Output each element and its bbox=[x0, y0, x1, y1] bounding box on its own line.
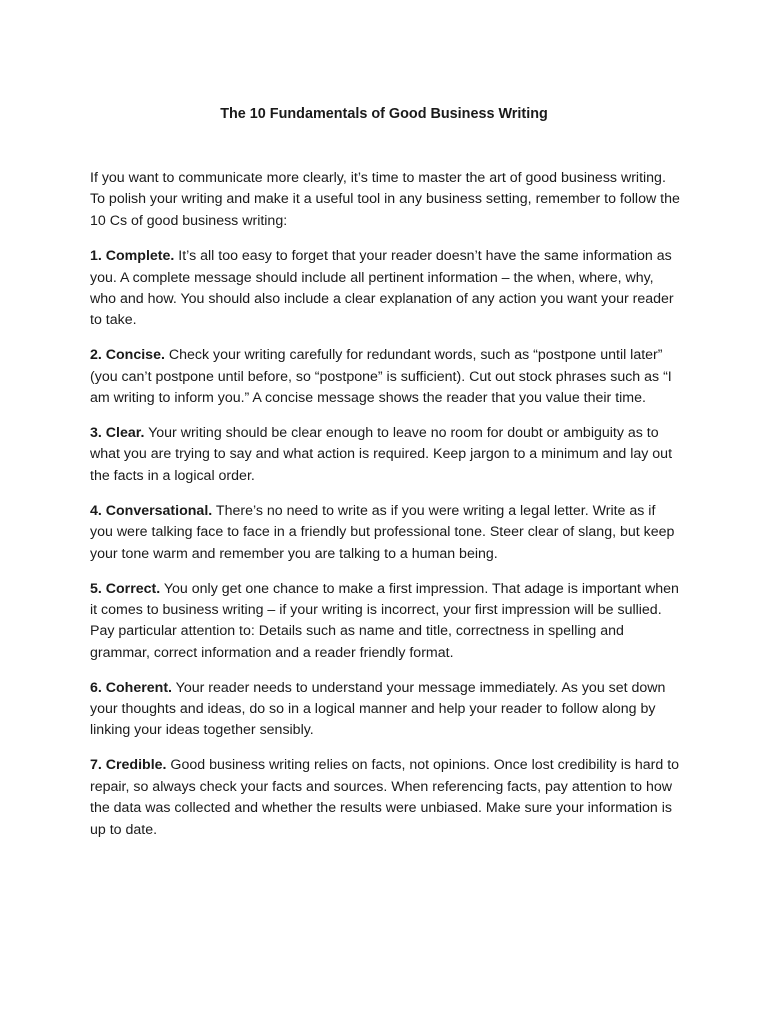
item-term: 6. Coherent. bbox=[90, 679, 172, 696]
item-text: Check your writing carefully for redundant words, such as “postpone until later” (you can’t postpone until before, so “postpone” is sufficient). Cut out stock phrases such as “I am writing to inform you.” A concise message shows the reader that you value their time. bbox=[90, 347, 672, 407]
item-clear bbox=[90, 423, 682, 487]
item-text: Your writing should be clear enough to leave no room for doubt or ambiguity as to what you are trying to say and what action is required. Keep jargon to a minimum and lay out the facts in a logical order. bbox=[90, 425, 673, 484]
item-text: Good business writing relies on facts, not opinions. Once lost credibility is hard to repair, so always check your facts and sources. When referencing facts, pay attention to how the data was collected and whether the results were unbiased. Make sure your information is up to date. bbox=[90, 757, 680, 838]
item-text: There’s no need to write as if you were writing a legal letter. Write as if you were talking face to face in a friendly but professional tone. Steer clear of slang, but keep your tone warm and remember you are talking to a human being. bbox=[90, 502, 675, 562]
item-conversational bbox=[90, 501, 682, 565]
item-text: You only get one chance to make a first impression. That adage is important when it comes to business writing – if your writing is incorrect, your first impression will be sullied. Pay particular attention to: Details such as name and title, correctness in spelling and grammar, correct information and a reader friendly format. bbox=[90, 580, 679, 661]
document-body bbox=[90, 168, 682, 854]
item-term: 4. Conversational. bbox=[90, 502, 213, 519]
item-concise bbox=[90, 345, 682, 409]
item-text: Your reader needs to understand your message immediately. As you set down your thoughts and ideas, do so in a logical manner and help your reader to follow along by linking your ideas together sensibly. bbox=[90, 679, 666, 739]
item-term: 1. Complete. bbox=[90, 248, 175, 265]
intro-paragraph: If you want to communicate more clearly, it’s time to master the art of good business writing. To polish your writing and make it a useful tool in any business setting, remember to follow the 10 Cs of good business writing: bbox=[90, 170, 680, 229]
item-term: 7. Credible. bbox=[90, 757, 167, 774]
item-credible bbox=[90, 755, 682, 841]
document-title: The 10 Fundamentals of Good Business Writing bbox=[220, 106, 548, 122]
item-correct bbox=[90, 579, 682, 665]
item-term: 2. Concise. bbox=[90, 347, 165, 364]
item-term: 3. Clear. bbox=[90, 425, 145, 442]
item-text: It’s all too easy to forget that your reader doesn’t have the same information as you. A complete message should include all pertinent information – the when, where, why, who and how. You should also include a clear explanation of any action you want your reader to take. bbox=[90, 248, 674, 329]
item-term: 5. Correct. bbox=[90, 580, 161, 597]
item-complete bbox=[90, 246, 682, 332]
item-coherent bbox=[90, 678, 682, 742]
